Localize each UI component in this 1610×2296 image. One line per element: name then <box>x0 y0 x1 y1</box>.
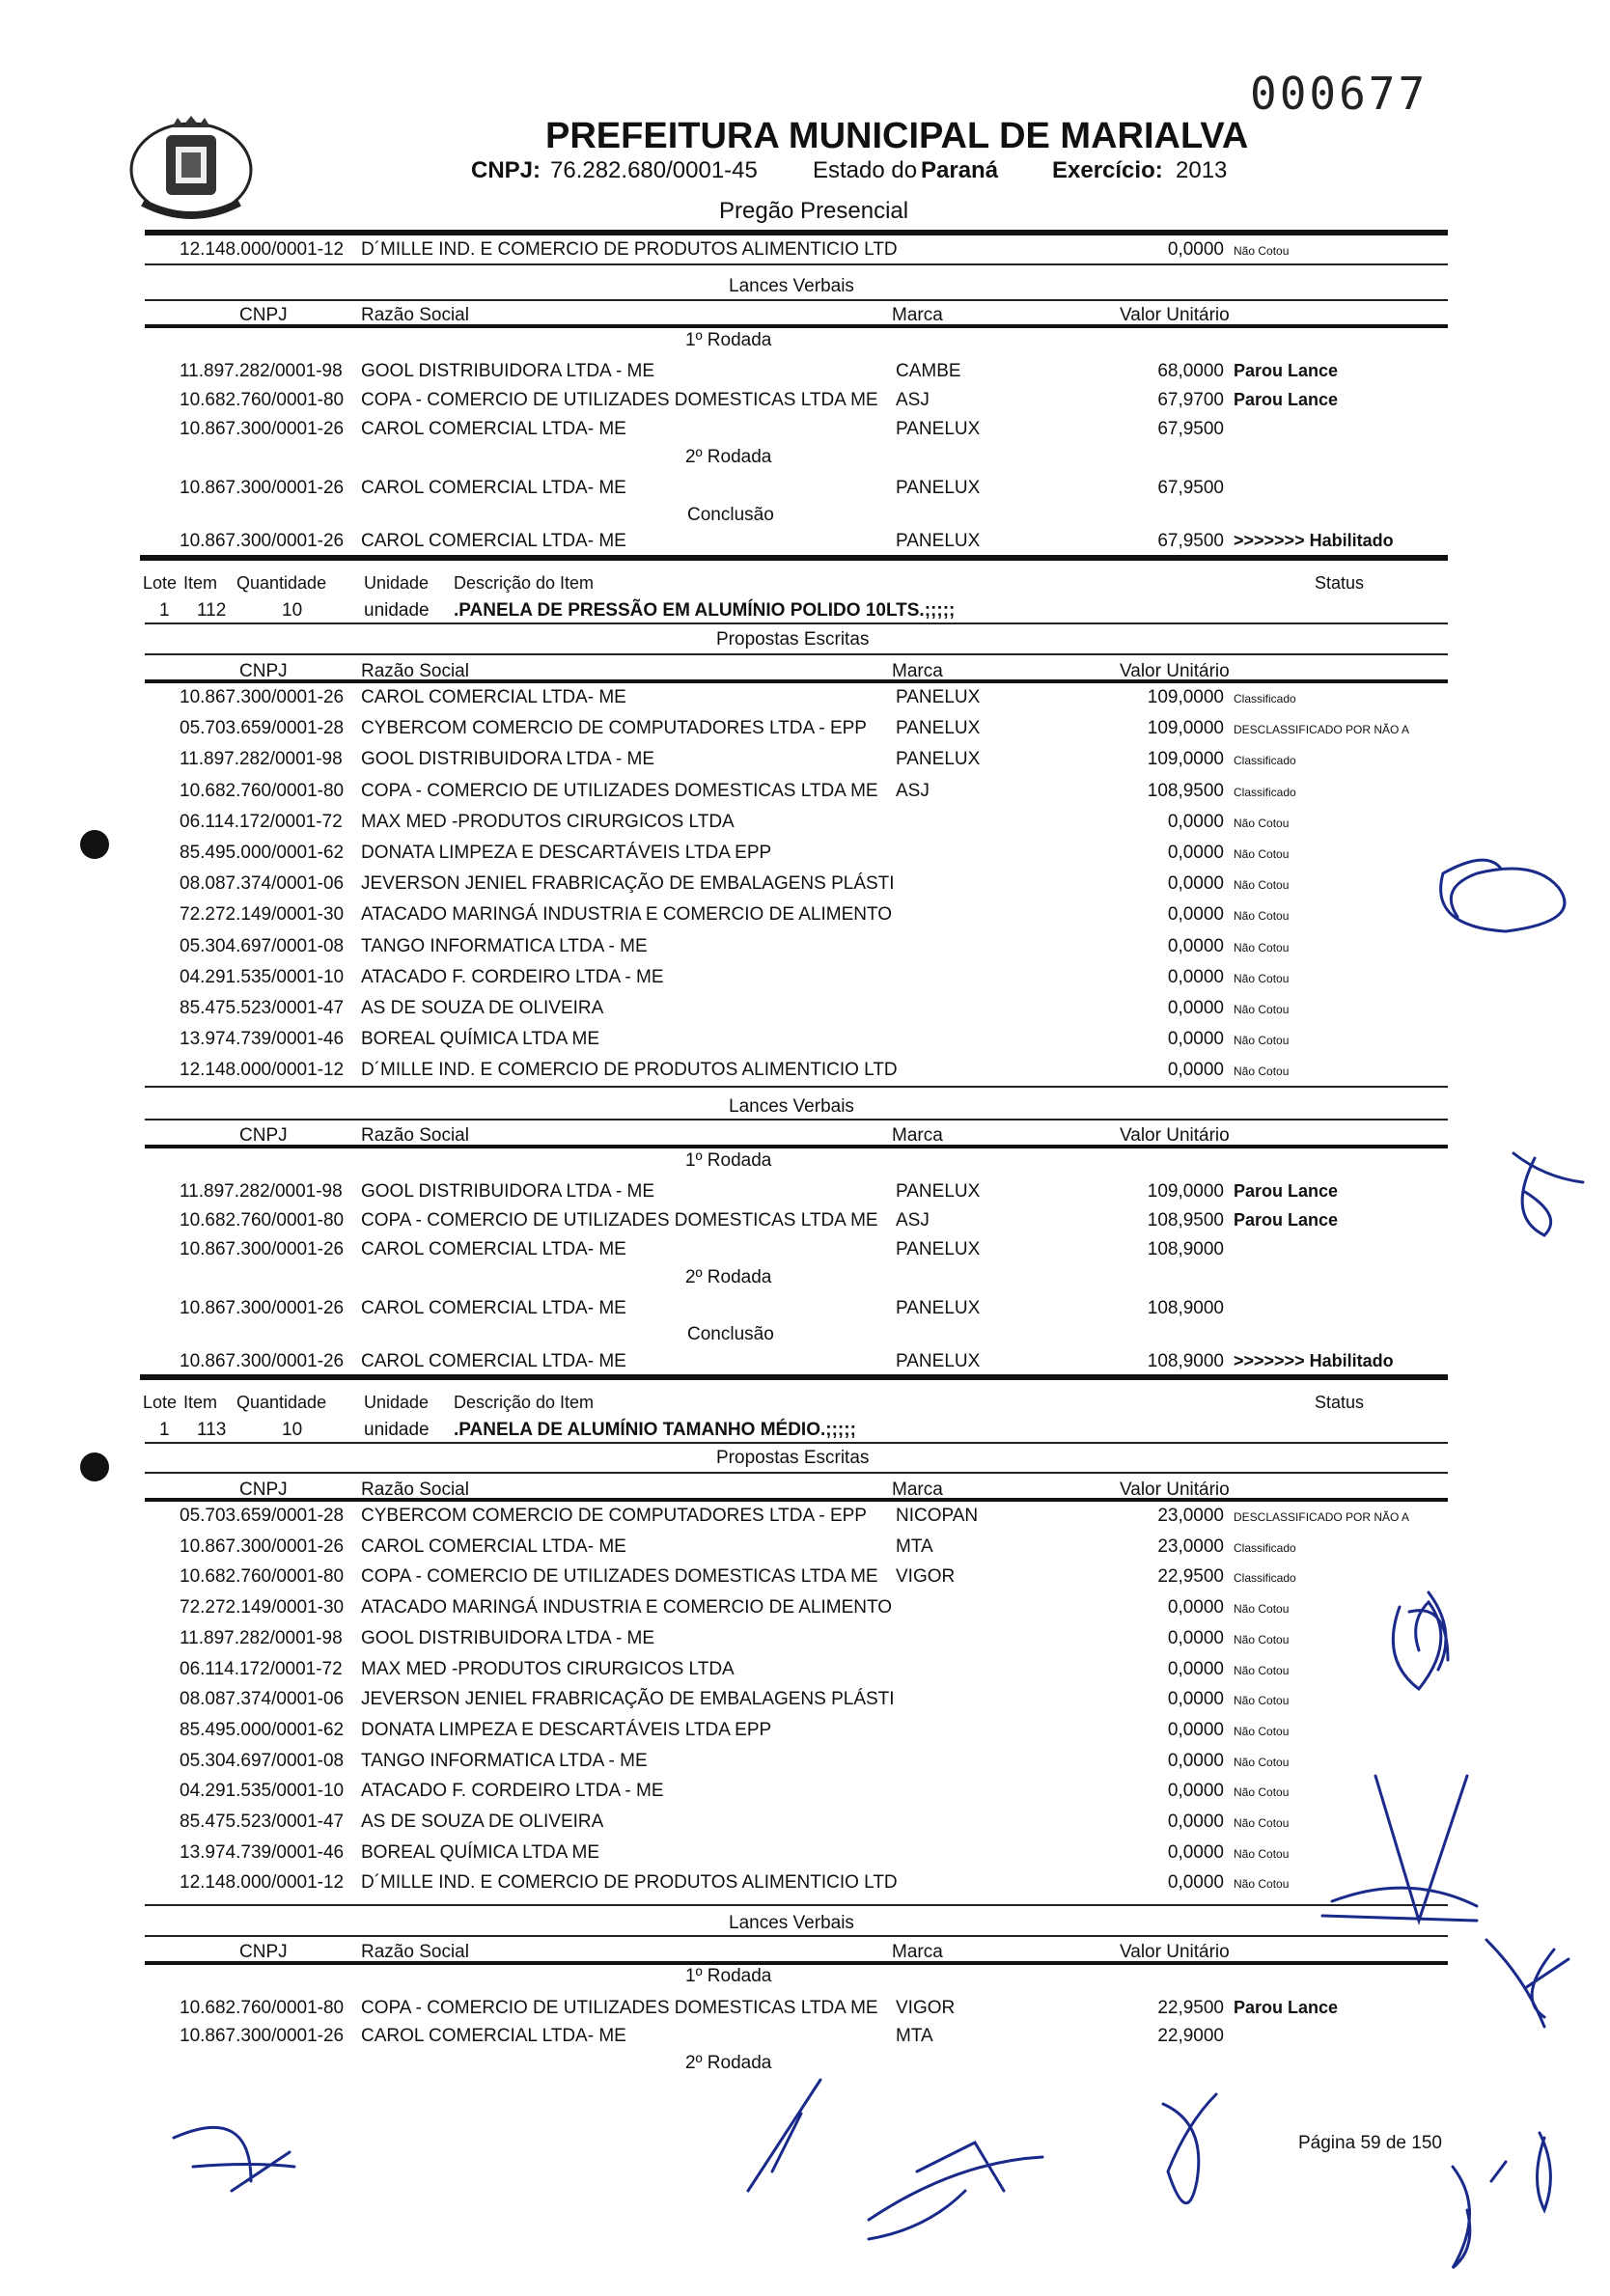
table-row: 10.867.300/0001-26 CAROL COMERCIAL LTDA- ME PANELUX 108,9000 <box>180 1239 1224 1259</box>
table-row: 10.867.300/0001-26 CAROL COMERCIAL LTDA- ME PANELUX 108,9000 >>>>>>> Habilitado <box>180 1351 1394 1371</box>
rodada-label: 1º Rodada <box>685 1966 772 1986</box>
table-row: 10.867.300/0001-26 CAROL COMERCIAL LTDA- ME PANELUX 67,9500 >>>>>>> Habilitado <box>180 531 1394 551</box>
table-row: 72.272.149/0001-30 ATACADO MARINGÁ INDUSTRIA E COMERCIO DE ALIMENTO 0,0000 Não Cotou <box>180 1597 1290 1618</box>
table-row: 10.867.300/0001-26 CAROL COMERCIAL LTDA- ME MTA 22,9000 <box>180 2026 1224 2046</box>
page-title: PREFEITURA MUNICIPAL DE MARIALVA <box>545 116 1249 156</box>
column-headers: CNPJ Razão Social Marca Valor Unitário <box>239 305 1230 325</box>
table-row: 11.897.282/0001-98 GOOL DISTRIBUIDORA LTDA - ME PANELUX 109,0000 Classificado <box>180 749 1296 770</box>
conclusao-label: Conclusão <box>687 505 774 525</box>
table-row: 11.897.282/0001-98 GOOL DISTRIBUIDORA LTDA - ME 0,0000 Não Cotou <box>180 1627 1290 1648</box>
table-row: 85.475.523/0001-47 AS DE SOUZA DE OLIVEIRA 0,0000 Não Cotou <box>180 998 1290 1018</box>
table-row: 72.272.149/0001-30 ATACADO MARINGÁ INDUSTRIA E COMERCIO DE ALIMENTO 0,0000 Não Cotou <box>180 904 1290 926</box>
table-row: 10.867.300/0001-26 CAROL COMERCIAL LTDA- ME PANELUX 67,9500 <box>180 478 1224 498</box>
table-row: 08.087.374/0001-06 JEVERSON JENIEL FRABRICAÇÃO DE EMBALAGENS PLÁSTI 0,0000 Não Cotou <box>180 873 1290 895</box>
table-row: 10.682.760/0001-80 COPA - COMERCIO DE UTILIZADES DOMESTICAS LTDA ME VIGOR 22,9500 Classificado <box>180 1566 1296 1588</box>
rodada-label: 1º Rodada <box>685 330 772 350</box>
page-number: Página 59 de 150 <box>1298 2133 1442 2153</box>
table-row: 10.867.300/0001-26 CAROL COMERCIAL LTDA- ME PANELUX 109,0000 Classificado <box>180 687 1296 707</box>
cnpj-value: 76.282.680/0001-45 <box>550 157 758 183</box>
table-row: 10.682.760/0001-80 COPA - COMERCIO DE UTILIZADES DOMESTICAS LTDA ME ASJ 108,9500 Classificado <box>180 780 1296 801</box>
punch-hole <box>80 1452 109 1481</box>
table-row: 12.148.000/0001-12 D´MILLE IND. E COMERCIO DE PRODUTOS ALIMENTICIO LTD 0,0000 Não Cotou <box>180 1872 1290 1894</box>
section-propostas-escritas: Propostas Escritas <box>716 1448 870 1468</box>
lote-header: Lote Item Quantidade Unidade Descrição do Item Status <box>143 573 1365 593</box>
table-row: 05.304.697/0001-08 TANGO INFORMATICA LTDA - ME 0,0000 Não Cotou <box>180 1750 1290 1771</box>
table-row: 05.304.697/0001-08 TANGO INFORMATICA LTDA - ME 0,0000 Não Cotou <box>180 935 1290 956</box>
table-row: 13.974.739/0001-46 BOREAL QUÍMICA LTDA ME 0,0000 Não Cotou <box>180 1029 1290 1050</box>
lote-item-row: 1 112 10 unidade .PANELA DE PRESSÃO EM ALUMÍNIO POLIDO 10LTS.;;;;; <box>159 600 956 621</box>
rodada-label: 2º Rodada <box>685 2053 772 2073</box>
column-headers: CNPJ Razão Social Marca Valor Unitário <box>239 1125 1230 1146</box>
table-row: 10.682.760/0001-80 COPA - COMERCIO DE UTILIZADES DOMESTICAS LTDA ME VIGOR 22,9500 Parou Lance <box>180 1998 1339 2018</box>
municipal-crest-logo <box>124 114 259 220</box>
rodada-label: 2º Rodada <box>685 1267 772 1287</box>
cnpj-label: CNPJ: <box>471 157 541 183</box>
table-row: 13.974.739/0001-46 BOREAL QUÍMICA LTDA ME 0,0000 Não Cotou <box>180 1841 1290 1863</box>
lote-item-row: 1 113 10 unidade .PANELA DE ALUMÍNIO TAMANHO MÉDIO.;;;;; <box>159 1420 856 1440</box>
table-row: 85.495.000/0001-62 DONATA LIMPEZA E DESCARTÁVEIS LTDA EPP 0,0000 Não Cotou <box>180 843 1290 863</box>
table-row: 08.087.374/0001-06 JEVERSON JENIEL FRABRICAÇÃO DE EMBALAGENS PLÁSTI 0,0000 Não Cotou <box>180 1689 1290 1710</box>
section-lances-verbais: Lances Verbais <box>729 276 854 296</box>
table-row: 05.703.659/0001-28 CYBERCOM COMERCIO DE COMPUTADORES LTDA - EPP NICOPAN 23,0000 DESCLASSIFICADO POR NÃO A <box>180 1506 1410 1526</box>
rodada-label: 1º Rodada <box>685 1150 772 1171</box>
column-headers: CNPJ Razão Social Marca Valor Unitário <box>239 661 1230 681</box>
table-row: 06.114.172/0001-72 MAX MED -PRODUTOS CIRURGICOS LTDA 0,0000 Não Cotou <box>180 1658 1290 1679</box>
section-lances-verbais: Lances Verbais <box>729 1096 854 1117</box>
section-lances-verbais: Lances Verbais <box>729 1913 854 1933</box>
table-row: 12.148.000/0001-12 D´MILLE IND. E COMERCIO DE PRODUTOS ALIMENTICIO LTD 0,0000 Não Cotou <box>180 239 1290 260</box>
table-row: 10.682.760/0001-80 COPA - COMERCIO DE UTILIZADES DOMESTICAS LTDA ME ASJ 67,9700 Parou Lance <box>180 390 1339 410</box>
exercicio-label: Exercício: <box>1052 157 1163 183</box>
column-headers: CNPJ Razão Social Marca Valor Unitário <box>239 1480 1230 1500</box>
rodada-label: 2º Rodada <box>685 447 772 467</box>
table-row: 10.867.300/0001-26 CAROL COMERCIAL LTDA- ME PANELUX 108,9000 <box>180 1298 1224 1318</box>
table-row: 04.291.535/0001-10 ATACADO F. CORDEIRO LTDA - ME 0,0000 Não Cotou <box>180 1781 1290 1802</box>
table-row: 85.495.000/0001-62 DONATA LIMPEZA E DESCARTÁVEIS LTDA EPP 0,0000 Não Cotou <box>180 1719 1290 1740</box>
table-row: 10.867.300/0001-26 CAROL COMERCIAL LTDA- ME PANELUX 67,9500 <box>180 419 1224 439</box>
table-row: 12.148.000/0001-12 D´MILLE IND. E COMERCIO DE PRODUTOS ALIMENTICIO LTD 0,0000 Não Cotou <box>180 1060 1290 1081</box>
estado-label: Estado do <box>813 157 918 183</box>
punch-hole <box>80 830 109 859</box>
table-row: 10.867.300/0001-26 CAROL COMERCIAL LTDA- ME MTA 23,0000 Classificado <box>180 1535 1296 1557</box>
table-row: 06.114.172/0001-72 MAX MED -PRODUTOS CIRURGICOS LTDA 0,0000 Não Cotou <box>180 811 1290 832</box>
table-row: 04.291.535/0001-10 ATACADO F. CORDEIRO LTDA - ME 0,0000 Não Cotou <box>180 966 1290 987</box>
table-row: 10.682.760/0001-80 COPA - COMERCIO DE UTILIZADES DOMESTICAS LTDA ME ASJ 108,9500 Parou Lance <box>180 1210 1339 1231</box>
document-stamp-number: 000677 <box>1250 68 1429 120</box>
column-headers: CNPJ Razão Social Marca Valor Unitário <box>239 1942 1230 1962</box>
table-row: 05.703.659/0001-28 CYBERCOM COMERCIO DE COMPUTADORES LTDA - EPP PANELUX 109,0000 DESCLASSIFICADO POR NÃO A <box>180 718 1410 739</box>
modalidade: Pregão Presencial <box>719 198 909 224</box>
exercicio-value: 2013 <box>1176 157 1228 183</box>
conclusao-label: Conclusão <box>687 1324 774 1344</box>
table-row: 11.897.282/0001-98 GOOL DISTRIBUIDORA LTDA - ME PANELUX 109,0000 Parou Lance <box>180 1181 1339 1202</box>
section-propostas-escritas: Propostas Escritas <box>716 629 870 650</box>
table-row: 11.897.282/0001-98 GOOL DISTRIBUIDORA LTDA - ME CAMBE 68,0000 Parou Lance <box>180 361 1339 381</box>
table-row: 85.475.523/0001-47 AS DE SOUZA DE OLIVEIRA 0,0000 Não Cotou <box>180 1812 1290 1832</box>
lote-header: Lote Item Quantidade Unidade Descrição do Item Status <box>143 1393 1365 1412</box>
estado-value: Paraná <box>921 157 999 183</box>
